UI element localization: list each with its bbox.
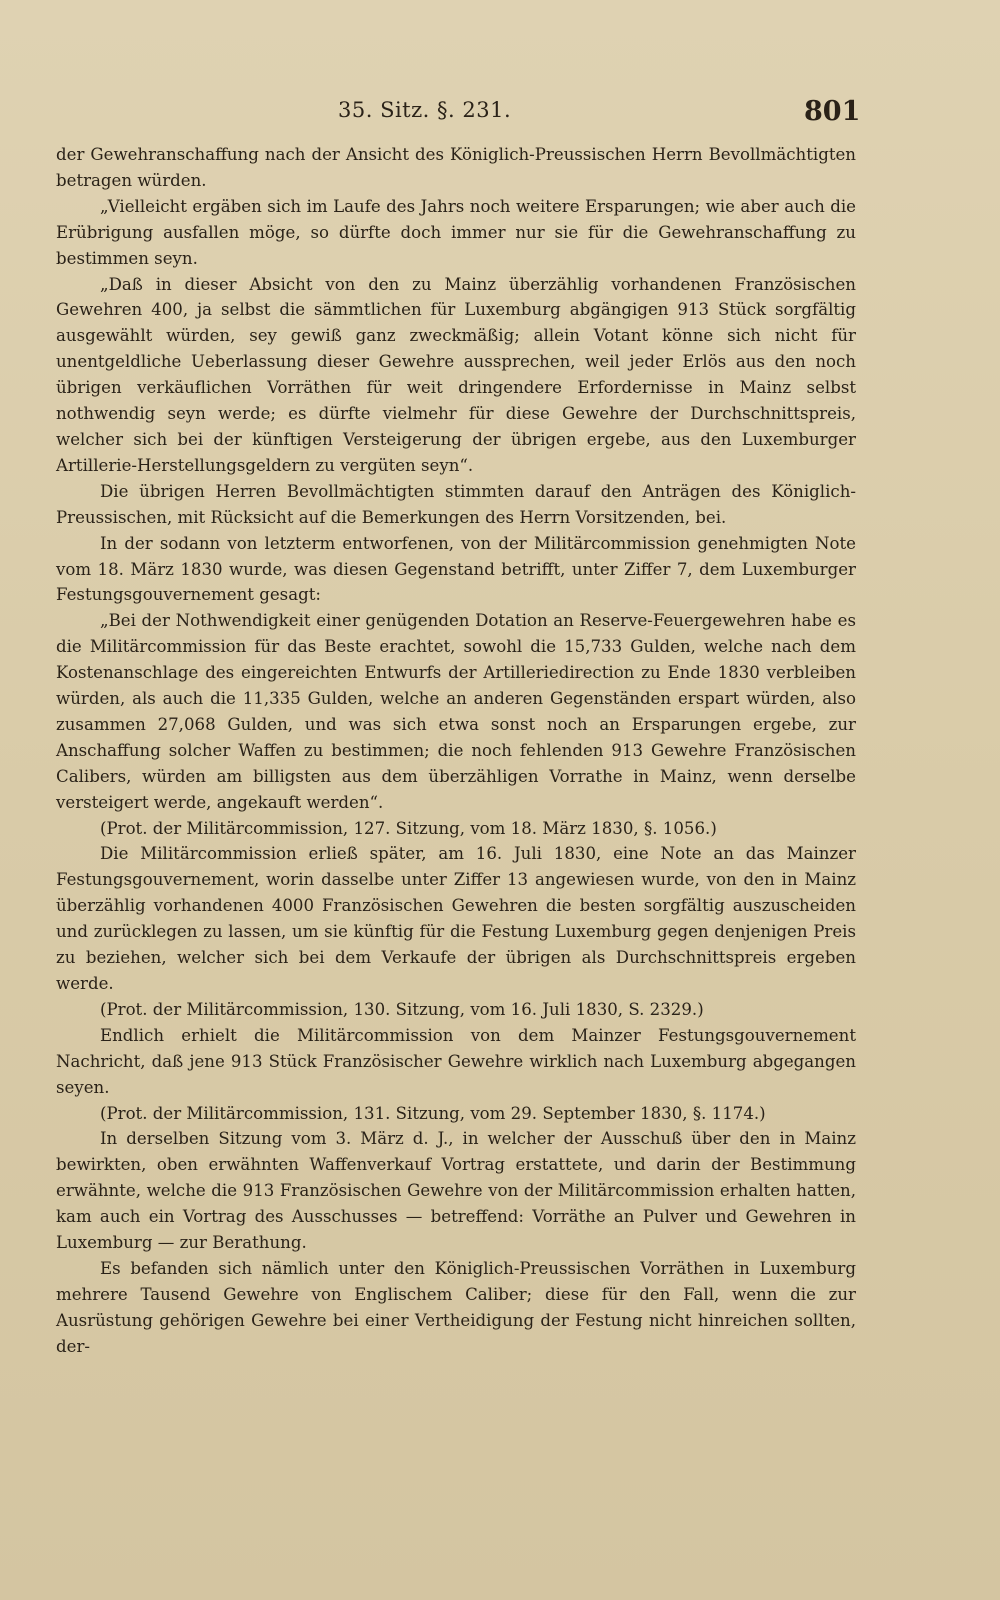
protocol-reference: (Prot. der Militärcommission, 127. Sitzung, vom 18. März 1830, §. 1056.) — [100, 818, 717, 838]
page-number: 801 — [804, 96, 861, 127]
paragraph: „Vielleicht ergäben sich im Laufe des Jahrs noch weitere Ersparungen; wie aber auch die Erübrigung ausfallen möge, so dürfte doch immer nur sie für die Gewehranschaffung zu bestimmen seyn. — [56, 196, 856, 268]
quotation-paragraph: „Bei der Nothwendigkeit einer genügenden Dotation an Reserve-Feuergewehren habe es die Militärcommission für das Beste erachtet, sowohl die 15,733 Gulden, welche nach dem Kostenanschlage des eingereichten Entwurfs der Artilleriedirection zu Ende 1830 verbleiben würden, als auch die 11,335 Gulden, welche an anderen Gegenständen erspart würden, also zusammen 27,068 Gulden, und was sich etwa sonst noch an Ersparungen ergebe, zur Anschaffung solcher Waffen zu bestimmen; die noch fehlenden 913 Gewehre Französischen Calibers, würden am billigsten aus dem überzähligen Vorrathe in Mainz, wenn derselbe versteigert werde, angekauft werden“. — [56, 611, 856, 812]
paragraph: Endlich erhielt die Militärcommission von dem Mainzer Festungsgouvernement Nachricht, daß jene 913 Stück Französischer Gewehre wirklich nach Luxemburg abgegangen seyen. — [56, 1025, 856, 1097]
paragraph: Die Militärcommission erließ später, am 16. Juli 1830, eine Note an das Mainzer Festungsgouvernement, worin dasselbe unter Ziffer 13 angewiesen wurde, von den in Mainz überzählig vorhandenen 4000 Französischen Gewehren die besten sorgfältig auszuscheiden und zurücklegen zu lassen, um sie künftig für die Festung Luxemburg gegen denjenigen Preis zu beziehen, welcher sich bei dem Verkaufe der übrigen als Durchschnittspreis ergeben werde. — [56, 844, 856, 993]
paragraph: Es befanden sich nämlich unter den Königlich-Preussischen Vorräthen in Luxemburg mehrere Tausend Gewehre von Englischem Caliber; diese für den Fall, wenn die zur Ausrüstung gehörigen Gewehre bei einer Vertheidigung der Festung nicht hinreichen sollten, der- — [56, 1258, 856, 1356]
paragraph: „Daß in dieser Absicht von den zu Mainz überzählig vorhandenen Französischen Gewehren 400, ja selbst die sämmtlichen für Luxemburg abgängigen 913 Stück sorgfältig ausgewählt würden, sey gewiß ganz zweckmäßig; allein Votant könne sich nicht für unentgeldliche Ueberlassung dieser Gewehre aussprechen, weil jeder Erlös aus den noch übrigen verkäuflichen Vorräthen für weit dringendere Erfordernisse in Mainz selbst nothwendig seyn werde; es dürfte vielmehr für diese Gewehre der Durchschnittspreis, welcher sich bei der künftigen Versteigerung der übrigen ergebe, aus den Luxemburger Artillerie-Herstellungsgeldern zu vergüten seyn“. — [56, 274, 856, 475]
page-header — [0, 98, 1000, 134]
protocol-reference: (Prot. der Militärcommission, 131. Sitzung, vom 29. September 1830, §. 1174.) — [100, 1103, 766, 1123]
paragraph: der Gewehranschaffung nach der Ansicht des Königlich-Preussischen Herrn Bevollmächtigten betragen würden. — [56, 145, 856, 190]
protocol-reference: (Prot. der Militärcommission, 130. Sitzung, vom 16. Juli 1830, S. 2329.) — [100, 999, 704, 1019]
paragraph: In der sodann von letzterm entworfenen, von der Militärcommission genehmigten Note vom 18. März 1830 wurde, was diesen Gegenstand betrifft, unter Ziffer 7, dem Luxemburger Festungsgouvernement gesagt: — [56, 533, 856, 605]
running-head: 35. Sitz. §. 231. — [338, 98, 512, 122]
paragraph: Die übrigen Herren Bevollmächtigten stimmten darauf den Anträgen des Königlich-Preussischen, mit Rücksicht auf die Bemerkungen des Herrn Vorsitzenden, bei. — [56, 481, 856, 527]
body-text — [56, 142, 856, 1360]
paragraph: In derselben Sitzung vom 3. März d. J., in welcher der Ausschuß über den in Mainz bewirkten, oben erwähnten Waffenverkauf Vortrag erstattete, und darin der Bestimmung erwähnte, welche die 913 Französischen Gewehre von der Militärcommission erhalten hatten, kam auch ein Vortrag des Ausschusses — betreffend: Vorräthe an Pulver und Gewehren in Luxemburg — zur Berathung. — [56, 1129, 856, 1253]
